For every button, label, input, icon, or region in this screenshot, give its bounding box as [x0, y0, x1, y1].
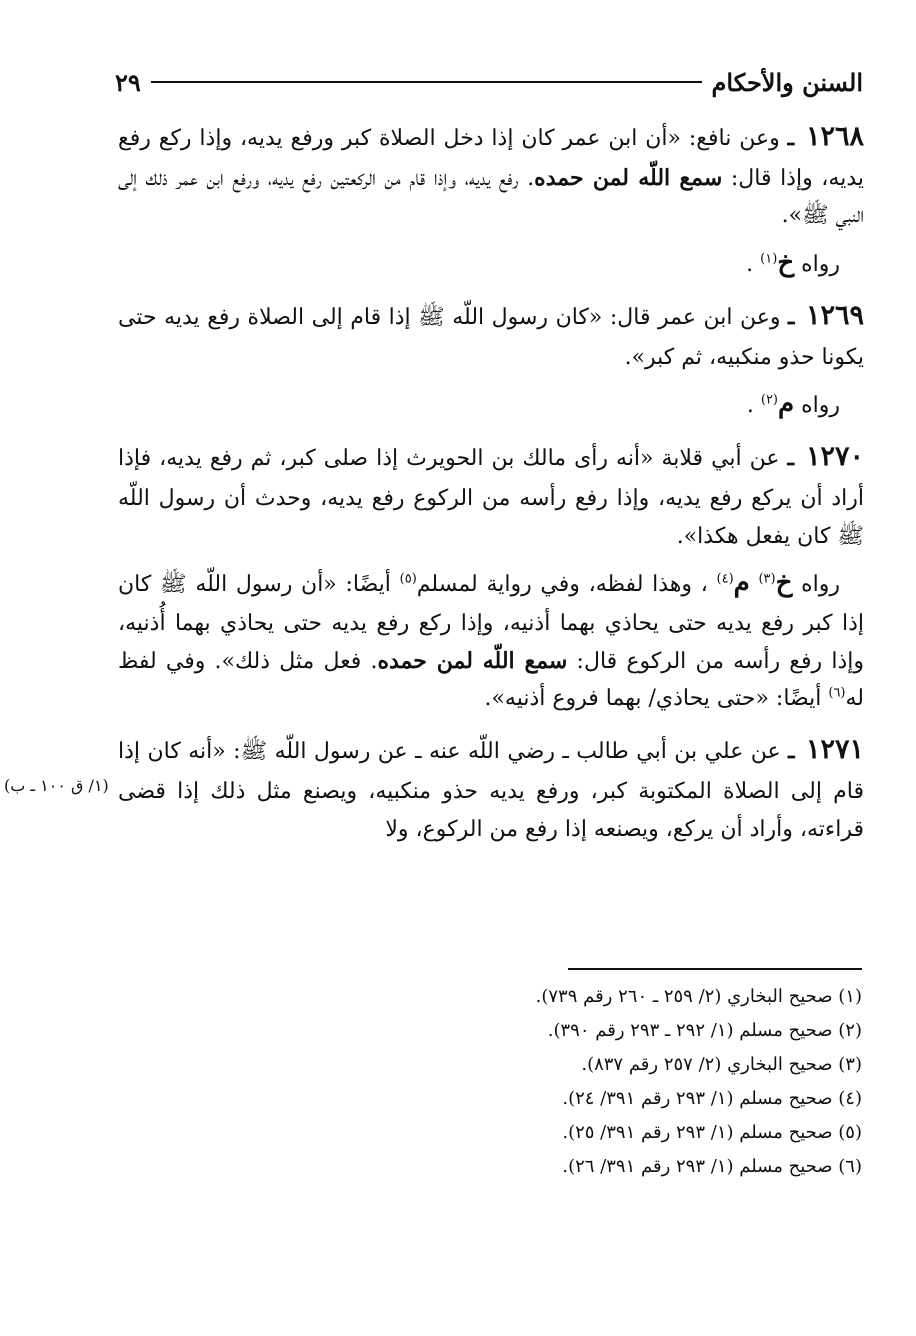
hadith-1270 [118, 434, 864, 555]
footnote-item: (٣) صحيح البخاري (٢/ ٢٥٧ رقم ٨٣٧). [581, 1054, 862, 1075]
narration-text: . فعل مثل ذلك». وفي لفظ له [118, 648, 864, 711]
narration-line [118, 241, 864, 285]
hadith-text: عن أبي قلابة «أنه رأى مالك بن الحويرث إذا صلى كبر، ثم رفع يديه، فإذا أراد أن يركع رفع يديه، وإذا رفع رأسه من الركوع رفع يديه، وحدث أن رسول اللّه ﷺ كان يفعل هكذا». [118, 446, 865, 549]
hadith-dash: ـ [787, 125, 795, 151]
running-title: السنن والأحكام [711, 67, 863, 97]
narration-text: أيضًا: «حتى يحاذي/ بهما فروع أذنيه». [484, 685, 829, 711]
narration-label: رواه [794, 393, 840, 419]
footnote-item: (١) صحيح البخاري (٢/ ٢٥٩ ـ ٢٦٠ رقم ٧٣٩). [535, 986, 862, 1007]
narration-end: . [746, 251, 761, 277]
source-symbol: خ [777, 247, 795, 278]
narration-label: رواه [792, 572, 841, 597]
footnote-separator [568, 968, 862, 970]
hadith-bold-phrase: سمع اللّه لمن حمده [377, 647, 568, 674]
hadith-bold-phrase: سمع اللّه لمن حمده [534, 164, 723, 191]
hadith-1269 [118, 293, 864, 376]
hadith-dash: ـ [788, 738, 795, 765]
running-header [115, 60, 863, 104]
hadith-text: وعن نافع: «أن ابن عمر كان إذا دخل الصلاة كبر ورفع يديه، وإذا ركع رفع يديه، وإذا قال: [118, 126, 864, 191]
footnote-ref: (٤) [716, 571, 734, 587]
narration-label: رواه [794, 251, 840, 277]
hadith-number: ١٢٦٨ [805, 121, 864, 152]
footnote-ref: (٦) [828, 685, 846, 701]
footnote-ref: (٥) [399, 571, 417, 587]
hadith-number: ١٢٦٩ [805, 299, 864, 331]
narration-text: ، وهذا لفظه، وفي رواية لمسلم [416, 572, 717, 597]
footnote-item: (٦) صحيح مسلم (١/ ٢٩٣ رقم ٣٩١/ ٢٦). [562, 1156, 862, 1177]
hadith-number: ١٢٧١ [806, 734, 865, 766]
footnote-item: (٤) صحيح مسلم (١/ ٢٩٣ رقم ٣٩١/ ٢٤). [562, 1088, 862, 1109]
narration-line [118, 382, 864, 426]
header-rule [151, 81, 702, 83]
source-symbol: خ [775, 568, 793, 598]
page-number: ٢٩ [115, 67, 141, 97]
hadith-1268 [118, 114, 864, 235]
footnote-item: (٥) صحيح مسلم (١/ ٢٩٣ رقم ٣٩١/ ٢٥). [562, 1122, 862, 1143]
hadith-dash: ـ [787, 445, 794, 472]
source-symbol: م [733, 568, 750, 598]
hadith-text: وعن ابن عمر قال: «كان رسول اللّه ﷺ إذا قام إلى الصلاة رفع يديه حتى يكونا حذو منكبيه، ثم كبر». [118, 304, 864, 370]
spacer [118, 717, 864, 727]
footnote-ref: (٢) [760, 392, 778, 408]
footnote-ref: (١) [760, 251, 778, 267]
manuscript-margin-note: (١/ ق ١٠٠ ـ ب) [4, 776, 109, 795]
hadith-dash: ـ [788, 303, 795, 330]
hadith-text: . رفع يديه، وإذا قام من الركعتين رفع يديه، ورفع ابن عمر ذلك إلى النبي ﷺ». [118, 165, 864, 229]
footnote-item: (٢) صحيح مسلم (١/ ٢٩٢ ـ ٢٩٣ رقم ٣٩٠). [547, 1020, 862, 1041]
main-text [118, 114, 864, 848]
footnote-ref: (٣) [758, 571, 776, 587]
narration-end: . [746, 393, 761, 419]
narration-paragraph [118, 561, 864, 717]
footnotes [362, 980, 862, 1184]
source-symbol: م [778, 389, 795, 420]
hadith-number: ١٢٧٠ [805, 441, 864, 473]
narration-text: أيضًا: «أن رسول اللّه ﷺ كان إذا كبر رفع يديه حتى يحاذي بهما أذنيه، وإذا ركع رفع يديه حتى يحاذي بهما أُذنيه، وإذا رفع رأسه من الركوع قال: [118, 572, 864, 674]
hadith-1271 [118, 727, 864, 848]
hadith-text: عن علي بن أبي طالب ـ رضي اللّه عنه ـ عن رسول اللّه ﷺ: «أنه كان إذا قام إلى الصلاة المكتوبة كبر، ورفع يديه حذو منكبيه، ويصنع مثل ذلك إذا قضى قراءته، وأراد أن يركع، ويصنعه إذا رفع من الركوع، ولا [118, 739, 864, 842]
